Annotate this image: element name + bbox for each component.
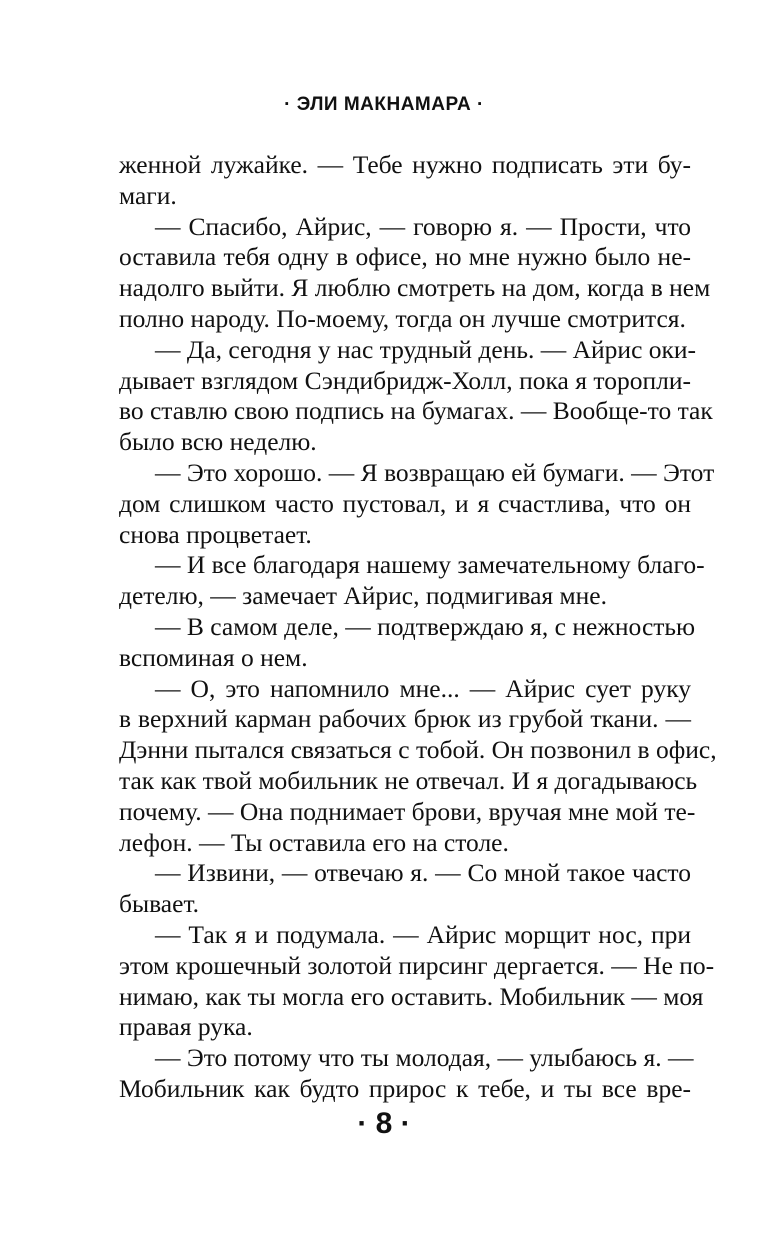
text-line: полно народу. По-моему, тогда он лучше смотрится. <box>119 303 686 333</box>
text-line: — О, это напомнило мне... — Айрис сует руку <box>155 673 691 703</box>
text-line: Дэнни пытался связаться с тобой. Он позвонил в офис, <box>119 735 717 765</box>
text-line: — Это хорошо. — Я возвращаю ей бумаги. — Этот <box>155 457 715 487</box>
text-line: — Так я и подумала. — Айрис морщит нос, при <box>155 919 691 949</box>
text-line: правая рука. <box>119 1012 253 1042</box>
text-line: в верхний карман рабочих брюк из грубой ткани. — <box>119 704 691 734</box>
text-line: этом крошечный золотой пирсинг дергается. — Не по- <box>119 950 715 980</box>
text-line: дывает взглядом Сэндибридж-Холл, пока я торопли- <box>119 365 691 395</box>
text-line: — Спасибо, Айрис, — говорю я. — Прости, что <box>155 211 691 241</box>
body-text <box>119 150 717 1105</box>
text-line: — Да, сегодня у нас трудный день. — Айрис оки- <box>155 334 697 364</box>
text-line: бывает. <box>119 889 200 919</box>
text-line: так как твой мобильник не отвечал. И я догадываюсь <box>119 765 698 795</box>
text-line: оставила тебя одну в офисе, но мне нужно было не- <box>119 242 691 272</box>
text-line: лефон. — Ты оставила его на столе. <box>119 827 509 857</box>
text-line: Мобильник как будто прирос к тебе, и ты все вре- <box>119 1073 691 1103</box>
text-line: дом слишком часто пустовал, и я счастлива, что он <box>119 488 691 518</box>
text-line: было всю неделю. <box>119 427 317 457</box>
text-line: вспоминая о нем. <box>119 642 308 672</box>
text-line: маги. <box>119 180 177 210</box>
running-head: · ЭЛИ МАКНАМАРА · <box>284 94 484 115</box>
text-line: — В самом деле, — подтверждаю я, с нежностью <box>155 611 696 641</box>
text-line: во ставлю свою подпись на бумагах. — Вообще-то так <box>119 396 713 426</box>
text-line: снова процветает. <box>119 519 312 549</box>
text-line: — Извини, — отвечаю я. — Со мной такое часто <box>155 858 691 888</box>
text-line: почему. — Она поднимает брови, вручая мне мой те- <box>119 796 696 826</box>
page-number: · 8 · <box>357 1107 411 1140</box>
text-line: женной лужайке. — Тебе нужно подписать эти бу- <box>119 150 691 179</box>
text-line: надолго выйти. Я люблю смотреть на дом, когда в нем <box>119 273 711 303</box>
text-line: детелю, — замечает Айрис, подмигивая мне. <box>119 581 607 611</box>
text-line: нимаю, как ты могла его оставить. Мобильник — моя <box>119 981 704 1011</box>
text-line: — И все благодаря нашему замечательному благо- <box>155 550 705 580</box>
text-line: — Это потому что ты молодая, — улыбаюсь я. — <box>155 1043 694 1073</box>
